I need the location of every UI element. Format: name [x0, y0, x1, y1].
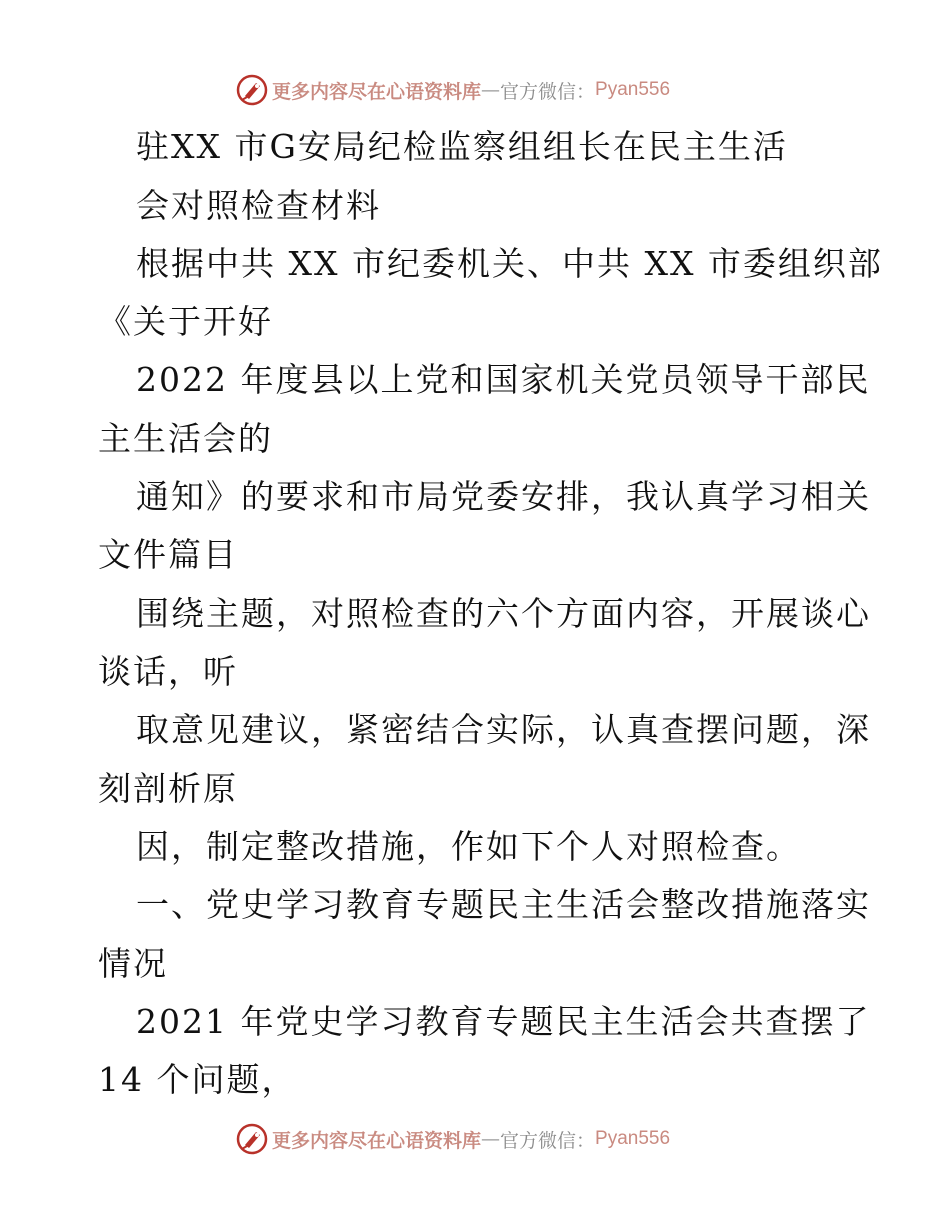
watermark-text: 更多内容尽在心语资料库 [272, 80, 482, 103]
watermark-wechat-label: 官方微信： [500, 80, 596, 103]
watermark-text: 更多内容尽在心语资料库 [272, 1129, 482, 1152]
paragraph-line: 2022 年度县以上党和国家机关党员领导干部民 [136, 360, 871, 399]
paragraph-line: 主生活会的 [98, 419, 273, 458]
pen-nib-logo-icon [236, 1123, 268, 1155]
paragraph-line: 《关于开好 [98, 302, 273, 341]
paragraph-line: 文件篇目 [98, 535, 238, 574]
watermark-wechat-label: 官方微信： [500, 1129, 596, 1152]
pen-nib-logo-icon [236, 74, 268, 106]
paragraph-line: 2021 年党史学习教育专题民主生活会共查摆了 [136, 1002, 871, 1041]
watermark-separator: — [481, 1128, 501, 1150]
paragraph-line: 因，制定整改措施，作如下个人对照检查。 [136, 827, 801, 866]
section-heading-line: 一、党史学习教育专题民主生活会整改措施落实 [136, 885, 871, 924]
paragraph-line: 谈话，听 [98, 652, 238, 691]
watermark-wechat-id: Pyan556 [595, 1128, 671, 1149]
title-line-2: 会对照检查材料 [136, 186, 381, 225]
watermark-separator: — [481, 79, 501, 101]
paragraph-line: 取意见建议，紧密结合实际，认真查摆问题，深 [136, 710, 871, 749]
section-heading-line: 情况 [98, 944, 168, 983]
title-line-1: 驻XX 市G安局纪检监察组组长在民主生活 [136, 127, 788, 166]
paragraph-line: 围绕主题，对照检查的六个方面内容，开展谈心 [136, 594, 871, 633]
paragraph-line: 通知》的要求和市局党委安排，我认真学习相关 [136, 477, 871, 516]
paragraph-line: 14 个问题， [98, 1060, 297, 1099]
watermark-wechat-id: Pyan556 [595, 79, 671, 100]
paragraph-line: 根据中共 XX 市纪委机关、中共 XX 市委组织部 [136, 244, 883, 283]
watermark-banner-top [236, 73, 716, 107]
paragraph-line: 刻剖析原 [98, 769, 238, 808]
watermark-banner-bottom [236, 1122, 716, 1156]
